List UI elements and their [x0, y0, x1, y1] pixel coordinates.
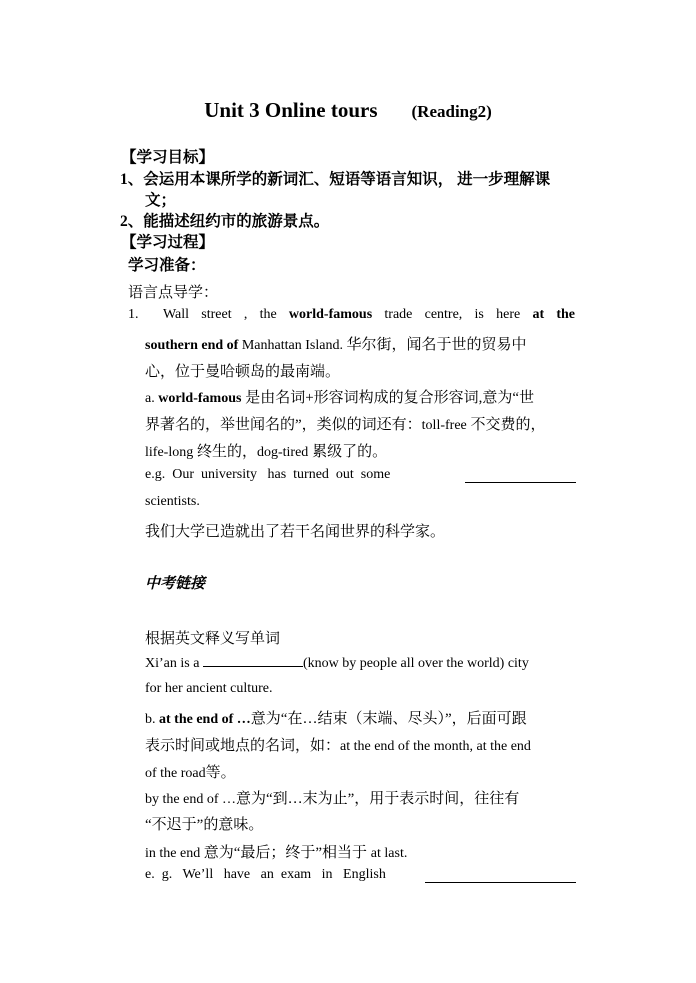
point-1-term-world-famous: world-famous	[288, 307, 373, 322]
objective-1-line-2: 文；	[145, 192, 177, 209]
point-1-line-1	[128, 307, 575, 323]
note-a-desc-2: 界著名的，举世闻名的”，类似的词还有：	[145, 417, 422, 433]
zhongkao-heading: 中考链接	[145, 576, 206, 592]
title-sub: (Reading2)	[411, 102, 492, 121]
note-a-example-2: life-long	[145, 445, 194, 460]
note-a-line-1	[145, 386, 534, 407]
title-main: Unit 3 Online tours	[204, 98, 378, 122]
note-b-desc-2: 表示时间或地点的名词，如：	[145, 738, 341, 754]
note-b-in-the-end: in the end	[145, 846, 204, 861]
point-1-translation-2: 心，位于曼哈顿岛的最南端。	[145, 364, 341, 380]
point-1-text-b: trade centre, is here	[372, 307, 533, 322]
note-a-desc-1: 是由名词+形容词构成的复合形容词,意为“世	[241, 390, 535, 406]
zhongkao-q1-line-2: for her ancient culture.	[145, 681, 273, 696]
note-b-line-3	[145, 761, 236, 782]
example-1-end: scientists.	[145, 494, 200, 509]
note-b-by-the-end: by the end of …	[145, 792, 236, 807]
zhongkao-q1-blank[interactable]	[203, 654, 303, 667]
note-b-line-2	[145, 734, 531, 755]
note-a-example-1: toll-free	[421, 418, 467, 433]
note-a-term: world-famous	[158, 391, 242, 406]
zhongkao-q1-a: Xi’an is a	[145, 656, 203, 671]
note-b-label: b.	[145, 712, 159, 727]
note-b-in-the-end-cn: 意为“最后；终于”相当于	[203, 845, 371, 861]
note-a-example-3-cn: 累级了的。	[308, 444, 388, 460]
point-1-translation-1: 华尔街，闻名于世的贸易中	[346, 337, 527, 353]
note-b-desc-1: 意为“在…结束（末端、尽头）”，后面可跟	[250, 711, 527, 727]
note-a-line-2	[145, 413, 546, 434]
example-2-blank[interactable]	[425, 870, 576, 883]
zhongkao-task: 根据英文释义写单词	[145, 631, 281, 647]
example-1-blank[interactable]	[465, 470, 576, 483]
note-b-line-6	[145, 841, 407, 862]
zhongkao-q1-line-1	[145, 654, 529, 672]
example-2-text: e. g. We’ll have an exam in English	[145, 867, 386, 882]
objective-2: 2、能描述纽约市的旅游景点。	[120, 213, 330, 230]
note-b-line-4	[145, 787, 519, 808]
note-a-example-1-cn: 不交费的，	[466, 417, 546, 433]
note-a-example-2-cn: 终生的，	[193, 444, 257, 460]
note-a-line-3	[145, 440, 387, 461]
note-b-by-the-end-cn: 意为“到…末为止”，用于表示时间，往往有	[235, 791, 520, 807]
point-1-line-2	[145, 333, 526, 354]
note-b-line-1	[145, 707, 527, 728]
point-1-term-at-the: at the	[532, 307, 575, 322]
note-b-at-last: at last.	[370, 846, 408, 861]
zhongkao-q1-b: (know by people all over the world) city	[302, 656, 529, 671]
objectives-heading: 【学习目标】	[121, 149, 215, 166]
note-a-example-3: dog-tired	[256, 445, 309, 460]
example-1-translation: 我们大学已造就出了若干名闻世界的科学家。	[145, 524, 446, 540]
note-b-term: at the end of …	[159, 712, 251, 727]
point-1-text-a: Wall street , the	[162, 307, 289, 322]
note-a-label: a.	[145, 391, 159, 406]
point-1-number: 1.	[128, 307, 139, 322]
note-b-line-5: “不迟于”的意味。	[145, 817, 264, 833]
note-b-example: at the end of the month, at the end	[340, 739, 531, 754]
example-1-text: e.g. Our university has turned out some	[145, 467, 391, 482]
note-b-example-2-cn: 等。	[205, 765, 236, 781]
prep-label: 学习准备：	[128, 257, 206, 274]
objective-1-line-1: 1、会运用本课所学的新词汇、短语等语言知识， 进一步理解课	[120, 171, 551, 188]
point-1-term-southern-end: southern end of	[145, 338, 239, 353]
process-heading: 【学习过程】	[121, 234, 215, 251]
note-b-example-2: of the road	[145, 766, 206, 781]
point-1-text-c: Manhattan Island.	[238, 338, 347, 353]
guide-label: 语言点导学：	[128, 285, 219, 301]
page-title	[0, 98, 696, 123]
